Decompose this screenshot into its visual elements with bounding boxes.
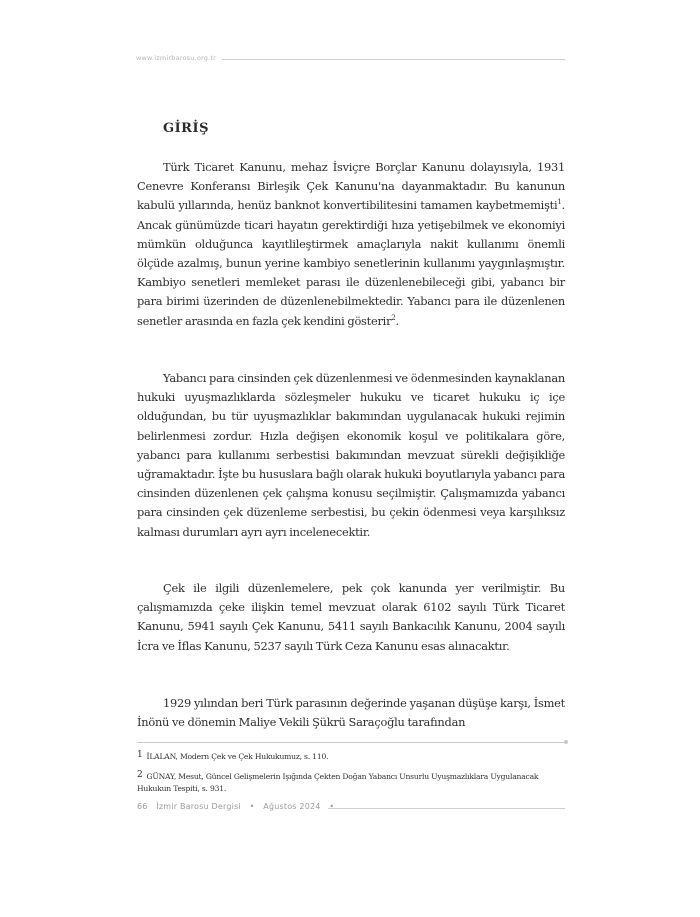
footer-rule: [328, 808, 565, 809]
paragraph-1: [137, 158, 565, 331]
footnote-ref-2[interactable]: 2: [391, 313, 396, 322]
paragraph-1-text-b: . Ancak günümüzde ticari hayatın gerektirdiği hıza yetişebilmek ve ekonomiyi mümkün olduğunca kayıtlileştirmek amaçlarıyla nakit kullanımı önemli ölçüde azalmış, bunun yerine kambiyo senetlerinin kullanımı yaygınlaşmıştır. Kambiyo senetleri memleket parası ile düzenlenebileceği gibi, yabancı bir para birimi üzerinden de düzenlenebilmektedir. Yabancı para ile düzenlenen senetler arasında en fazla çek kendini gösterir: [137, 198, 565, 328]
paragraph-3: Çek ile ilgili düzenlemelere, pek çok kanunda yer verilmiştir. Bu çalışmamızda çeke ilişkin temel mevzuat olarak 6102 sayılı Türk Ticaret Kanunu, 5941 sayılı Çek Kanunu, 5411 sayılı Bankacılık Kanunu, 2004 sayılı İcra ve İflas Kanunu, 5237 sayılı Türk Ceza Kanunu esas alınacaktır.: [137, 581, 565, 653]
footer-bullet: •: [249, 802, 255, 811]
footnote-ref-1[interactable]: 1: [557, 198, 562, 207]
footnote-text: İLALAN, Modern Çek ve Çek Hukukumuz, s. 110.: [146, 752, 329, 761]
footnote-number: 1: [137, 750, 143, 760]
paragraph-1-text-c: .: [395, 313, 399, 328]
footnote-2: [137, 771, 565, 795]
section-heading: GİRİŞ: [163, 121, 209, 136]
footnote-rule: [137, 742, 565, 743]
paragraph-2: Yabancı para cinsinden çek düzenlenmesi ve ödenmesinden kaynaklanan hukuki uyuşmazlıklarda sözleşmeler hukuku ve ticaret hukuku iç içe olduğundan, bu tür uyuşmazlıklar bakımından uygulanacak hukuki rejimin belirlenmesi zordur. Hızla değişen ekonomik koşul ve politikalara göre, yabancı para kullanımı serbestisi bakımından mevzuat sürekli değişikliğe uğramaktadır. İşte bu hususlara bağlı olarak hukuki boyutlarıyla yabancı para cinsinden düzenlenen çek çalışma konusu seçilmiştir. Çalışmamızda yabancı para cinsinden çek düzenleme serbestisi, bu çekin ödenmesi veya karşılıksız kalması durumları ayrı ayrı incelenecektir.: [137, 371, 565, 539]
page-number: 66: [137, 802, 148, 811]
paragraph-1-text-a: Türk Ticaret Kanunu, mehaz İsviçre Borçlar Kanunu dolayısıyla, 1931 Cenevre Konferansı Birleşik Çek Kanunu'na dayanmaktadır. Bu kanunun kabulü yıllarında, henüz banknot konvertibilitesini tamamen kaybetmemişti: [137, 160, 565, 213]
footnote-number: 2: [137, 770, 143, 780]
footnote-text: GÜNAY, Mesut, Güncel Gelişmelerin Işığında Çekten Doğan Yabancı Unsurlu Uyuşmazlıklara Uygulanacak Hukukun Tespiti, s. 931.: [137, 772, 539, 793]
footnote-1: [137, 751, 565, 763]
journal-name: İzmir Barosu Dergisi: [156, 802, 241, 811]
issue-date: Ağustos 2024: [263, 802, 321, 811]
page-footer: [137, 802, 340, 811]
header-rule: [222, 59, 565, 60]
footnote-rule-dot: [564, 740, 568, 744]
footer-bullet: •: [329, 802, 335, 811]
paragraph-4: 1929 yılından beri Türk parasının değerinde yaşanan düşüşe karşı, İsmet İnönü ve dönemin Maliye Vekili Şükrü Saraçoğlu tarafından: [137, 696, 565, 730]
header-url: www.izmirbarosu.org.tr: [136, 54, 216, 62]
